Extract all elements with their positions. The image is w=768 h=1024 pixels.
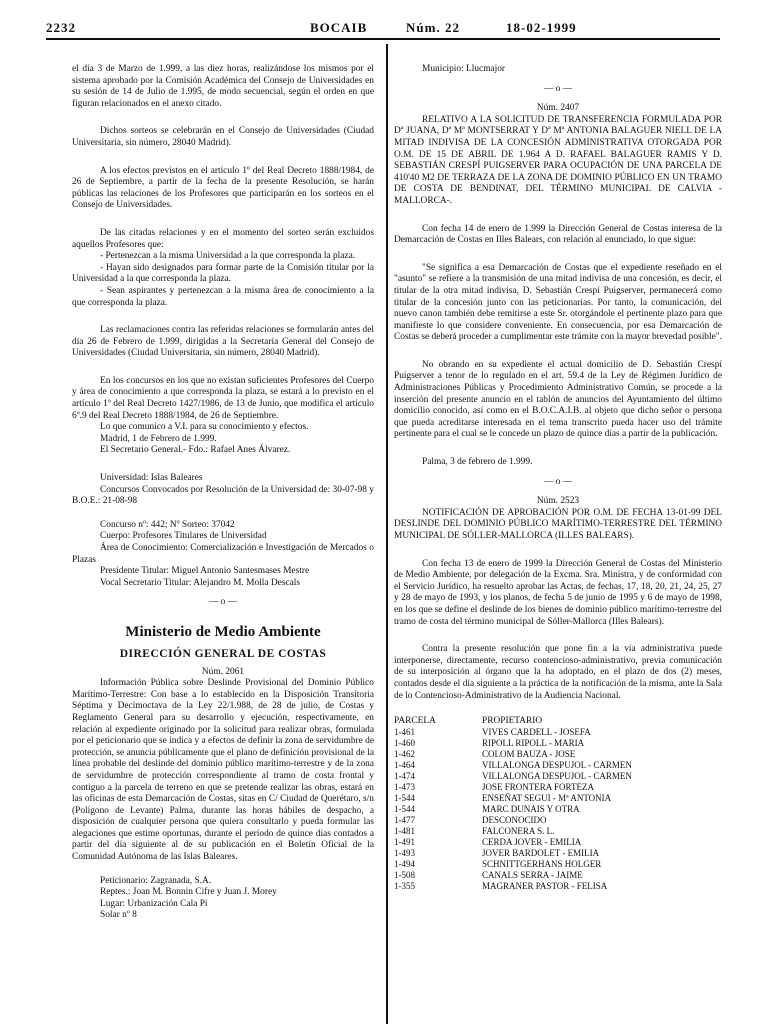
- owner-name: CERDA JOVER - EMILIA: [482, 837, 582, 848]
- list-item: - Hayan sido designados para formar parte de la Comisión titular por la Universidad a la que corresponda la plaza.: [72, 262, 374, 285]
- paragraph: Las reclamaciones contra las referidas relaciones se formularán antes del día 26 de Febrero de 1.999, dirigidas a la Secretaría General del Consejo de Universidades (Ciudad Universitaria, sin número, 28040 Madrid).: [72, 325, 374, 359]
- parcel-table: [394, 716, 632, 892]
- issue-date: 18-02-1999: [506, 20, 577, 35]
- issue-number: Núm. 22: [406, 20, 460, 35]
- section-separator: — o —: [543, 83, 573, 94]
- table-row: [394, 727, 632, 738]
- owner-name: VIVES CARDELL - JOSEFA: [482, 727, 591, 738]
- paragraph: Con fecha 13 de enero de 1999 la Dirección General de Costas del Ministerio de Medio Ambiente, por delegación de la Excma. Sra. Ministra, y de conformidad con el Servicio Jurídico, ha resuelto aprobar las Actas, de fechas, 17, 18, 20, 21, 24, 25, 27 y 28 de mayo de 1993, y los planos, de fecha 5 de junio de 1995 y 6 de mayo de 1998, en los que se define el deslinde de los bienes de dominio público marítimo-terrestre del tramo de costa del término municipal de Sóller-Mallorca (Illes Balears).: [394, 558, 722, 627]
- owner-name: RIPOLL RIPOLL - MARIA: [482, 738, 585, 749]
- contest-line: Concurso nº: 442; Nº Sorteo: 37042: [100, 519, 235, 530]
- owner-name: JOVER BARDOLET - EMILIA: [482, 848, 600, 859]
- column-header-propietario: PROPIETARIO: [482, 716, 543, 727]
- right-column: [394, 64, 722, 892]
- table-row: [394, 771, 632, 782]
- parcel-id: 1-493: [394, 848, 415, 859]
- column-header-parcela: PARCELA: [394, 716, 436, 727]
- table-row: [394, 738, 632, 749]
- owner-name: VILLALONGA DESPUJOL - CARMEN: [482, 771, 632, 782]
- plot-line: Solar nº 8: [100, 910, 137, 921]
- secretary-line: Vocal Secretario Titular: Alejandro M. Molla Descals: [100, 577, 301, 588]
- table-row: [394, 881, 632, 892]
- parcel-id: 1-460: [394, 738, 415, 749]
- table-row: [394, 760, 632, 771]
- list-item: - Pertenezcan a la misma Universidad a la que corresponda la plaza.: [100, 251, 356, 262]
- owner-name: JOSE FRONTERA FORTEZA: [482, 782, 594, 793]
- paragraph: Con fecha 14 de enero de 1.999 la Dirección General de Costas interesa de la Demarcación de Costas en Illes Balears, con relación al enunciado, lo que sigue:: [394, 223, 722, 246]
- table-row: [394, 859, 632, 870]
- parcel-id: 1-544: [394, 804, 415, 815]
- section-separator: — o —: [543, 476, 573, 487]
- representatives-line: Reptes.: Joan M. Bonnin Cifre y Juan J. Morey: [100, 887, 277, 898]
- signature-line: El Secretario General.- Fdo.: Rafael Anes Álvarez.: [100, 445, 291, 456]
- journal-name: BOCAIB: [310, 20, 368, 35]
- section-separator: — o —: [208, 597, 238, 608]
- owner-name: FALCONERA S. L.: [482, 826, 555, 837]
- table-row: [394, 826, 632, 837]
- parcel-id: 1-461: [394, 727, 415, 738]
- column-divider: [386, 44, 388, 1024]
- ministry-heading: Ministerio de Medio Ambiente: [125, 623, 321, 640]
- parcel-id: 1-462: [394, 749, 415, 760]
- owner-name: MAGRANER PASTOR - FELISA: [482, 881, 608, 892]
- notice-number: Núm. 2061: [201, 666, 245, 677]
- table-row: [394, 870, 632, 881]
- page-number: 2232: [46, 20, 76, 35]
- table-row: [394, 793, 632, 804]
- quoted-paragraph: "Se significa a esa Demarcación de Costas que el expediente reseñado en el "asunto" se refiere a la transmisión de una mitad indivisa de una concesión, es decir, el titular de la otra mitad indivisa, D. Sebastián Crespí Puigserver, permanecerá como titular de la concesión junto con las peticionarias. Por tanto, la comunicación, del nuevo canon también debe remitirse a este Sr. otorgándole el pertinente plazo para que manifieste lo que considere conveniente. En consecuencia, por esa Demarcación de Costas se deberá proceder a cumplimentar este trámite con la mayor brevedad posible".: [394, 262, 722, 343]
- applicant-line: Peticionario: Zagranada, S.A.: [100, 875, 212, 886]
- owner-name: VILLALONGA DESPUJOL - CARMEN: [482, 760, 632, 771]
- table-row: [394, 782, 632, 793]
- parcel-id: 1-464: [394, 760, 415, 771]
- table-row: [394, 749, 632, 760]
- owner-name: ENSEÑAT SEGUI - Mª ANTONIA: [482, 793, 612, 804]
- notice-title: NOTIFICACIÓN DE APROBACIÓN POR O.M. DE FECHA 13-01-99 DEL DESLINDE DEL DOMINIO PÚBLICO MARÍTIMO-TERRESTRE DEL TÉRMINO MUNICIPAL DE SÓLLER-MALLORCA (ILLES BALEARS).: [394, 507, 722, 541]
- body-line: Cuerpo: Profesores Titulares de Universidad: [100, 531, 267, 542]
- table-row: [394, 815, 632, 826]
- owner-name: DESCONOCIDO: [482, 815, 547, 826]
- owner-name: COLOM BAUZA - JOSE: [482, 749, 576, 760]
- table-row: [394, 804, 632, 815]
- parcel-id: 1-508: [394, 870, 415, 881]
- parcel-id: 1-477: [394, 815, 415, 826]
- parcel-id: 1-355: [394, 881, 415, 892]
- area-line: Área de Conocimiento: Comercialización e Investigación de Mercados o Plazas: [72, 543, 374, 565]
- place-date-line: Palma, 3 de febrero de 1.999.: [422, 457, 533, 468]
- paragraph: No obrando en su expediente el actual domicilio de D. Sebastián Crespí Puigserver a tenor de lo regulado en el art. 59.4 de la Ley de Régimen Jurídico de Administraciones Públicas y Procedimiento Administrativo Común, se procede a la inserción del presente anuncio en el tablón de anuncios del Ayuntamiento del último domicilio conocido, así como en el B.O.C.A.I.B. al objeto que dicho señor o persona que pueda acreditarse interesada en el tema transcrito pueda hacer uso del trámite pertinente para el cual se le concede un plazo de quince días a partir de la publicación.: [394, 359, 722, 440]
- paragraph: el día 3 de Marzo de 1.999, a las diez horas, realizándose los mismos por el sistema aprobado por la Comisión Académica del Consejo de Universidades en su sesión de 14 de Julio de 1.995, de modo secuencial, según el orden en que figuran relacionados en el anexo citado.: [72, 64, 374, 109]
- university-line: Universidad: Islas Baleares: [100, 473, 203, 484]
- table-header-row: [394, 716, 632, 727]
- paragraph: Lo que comunico a V.I. para su conocimiento y efectos.: [100, 422, 309, 433]
- municipality-line: Municipio: Llucmajor: [422, 64, 506, 74]
- parcel-id: 1-474: [394, 771, 415, 782]
- table-row: [394, 848, 632, 859]
- paragraph: A los efectos previstos en el artículo 1º del Real Decreto 1888/1984, de 26 de Septiembre, a partir de la fecha de la presente Resolución, se harán públicas las relaciones de los Profesores que participarán en los sorteos en el Consejo de Universidades.: [72, 165, 374, 211]
- list-item: - Sean aspirantes y pertenezcan a la misma área de conocimiento a la que corresponda la plaza.: [72, 285, 374, 308]
- paragraph: Contra la presente resolución que pone fin a la vía administrativa puede interponerse, directamente, recurso contencioso-administrativo, previa comunicación de su interposición al órgano que la ha adoptado, en el plazo de dos (2) meses, contados desde el día siguiente a la práctica de la notificación de la misma, ante la Sala de lo Contencioso-Administrativo de la Audiencia Nacional.: [394, 644, 722, 701]
- parcel-id: 1-473: [394, 782, 415, 793]
- parcel-id: 1-544: [394, 793, 415, 804]
- parcel-id: 1-494: [394, 859, 415, 870]
- notice-title: RELATIVO A LA SOLICITUD DE TRANSFERENCIA FORMULADA POR Dª JUANA, Dª Mª MONTSERRAT Y Dª Mª ANTONIA BALAGUER NIELL DE LA MITAD INDIVISA DE LA CONCESIÓN ADMINISTRATIVA OTORGADA POR O.M. DE 15 DE ABRIL DE 1.964 A D. RAFAEL BALAGUER RAMIS Y D. SEBASTIÁN CRESPÍ PUIGSERVER PARA OCUPACIÓN DE UNA PARCELA DE 410'40 M2 DE TERRAZA DE LA ZONA DE DOMINIO PÚBLICO EN UN TRAMO DE COSTA DE BENDINAT, DEL TÉRMINO MUNICIPAL DE CALVIA -MALLORCA-.: [394, 114, 722, 206]
- signature-place-date: Madrid, 1 de Febrero de 1.999.: [100, 433, 217, 444]
- paragraph: En los concursos en los que no existan suficientes Profesores del Cuerpo y área de conocimiento a que corresponda la plaza, se estará a lo previsto en el artículo 1º del Real Decreto 1427/1986, de 13 de Junio, que modifica el artículo 6º.9 del Real Decreto 1888/1984, de 26 de Septiembre.: [72, 375, 374, 421]
- president-line: Presidente Titular: Miguel Antonio Santesmases Mestre: [100, 566, 310, 577]
- owner-name: SCHNITTGERHANS HOLGER: [482, 859, 602, 870]
- parcel-id: 1-481: [394, 826, 415, 837]
- table-row: [394, 837, 632, 848]
- paragraph: De las citadas relaciones y en el momento del sorteo serán excluidos aquellos Profesores que:: [72, 227, 374, 250]
- location-line: Lugar: Urbanización Cala Pí: [100, 898, 208, 909]
- direction-heading: DIRECCIÓN GENERAL DE COSTAS: [119, 647, 327, 660]
- notice-number: Núm. 2523: [536, 496, 580, 507]
- owner-name: CANALS SERRA - JAIME: [482, 870, 583, 881]
- notice-number: Núm. 2407: [536, 103, 580, 114]
- paragraph: Dichos sorteos se celebrarán en el Consejo de Universidades (Ciudad Universitaria, sin número, 28040 Madrid).: [72, 126, 374, 148]
- page-header: [46, 16, 720, 40]
- left-column: [72, 64, 374, 922]
- paragraph: Concursos Convocados por Resolución de la Universidad de: 30-07-98 y B.O.E.: 21-08-98: [72, 484, 374, 507]
- owner-name: MARC DUNAIS Y OTRA: [482, 804, 580, 815]
- parcel-id: 1-491: [394, 837, 415, 848]
- paragraph: Información Pública sobre Deslinde Provisional del Dominio Público Marítimo-Terrestre: Con base a lo establecido en la Disposición Transitoria Séptima y Decimoctava de la Ley 22/1.988, de 28 de julio, de Costas y Reglamento General para su desarrollo y ejecución, respectivamente, en relación al expediente originado por la solicitud para realizar obras, formulada por el peticionario que se indica y a efectos de definir la zona de servidumbre de protección, se anuncia públicamente que el plano de definición provisional de la línea probable del deslinde del dominio público marítimo-terrestre y de la zona de servidumbre de protección correspondiente al tramo de costa frontal y contiguo a la parcela de terreno en que se pretende realizar las obras, estará en las oficinas de esta Demarcación de Costas, sitas en C/ Ciudad de Querétaro, s/n (Polígono de Levante) Palma, durante las horas hábiles de despacho, a disposición de cualquier persona que quiera consultarlo y pueda formular las alegaciones que estime oportunas, durante el período de quince días contados a partir del día siguiente al de su publicación en el Boletín Oficial de la Comunidad Autónoma de las Islas Baleares.: [72, 678, 374, 863]
